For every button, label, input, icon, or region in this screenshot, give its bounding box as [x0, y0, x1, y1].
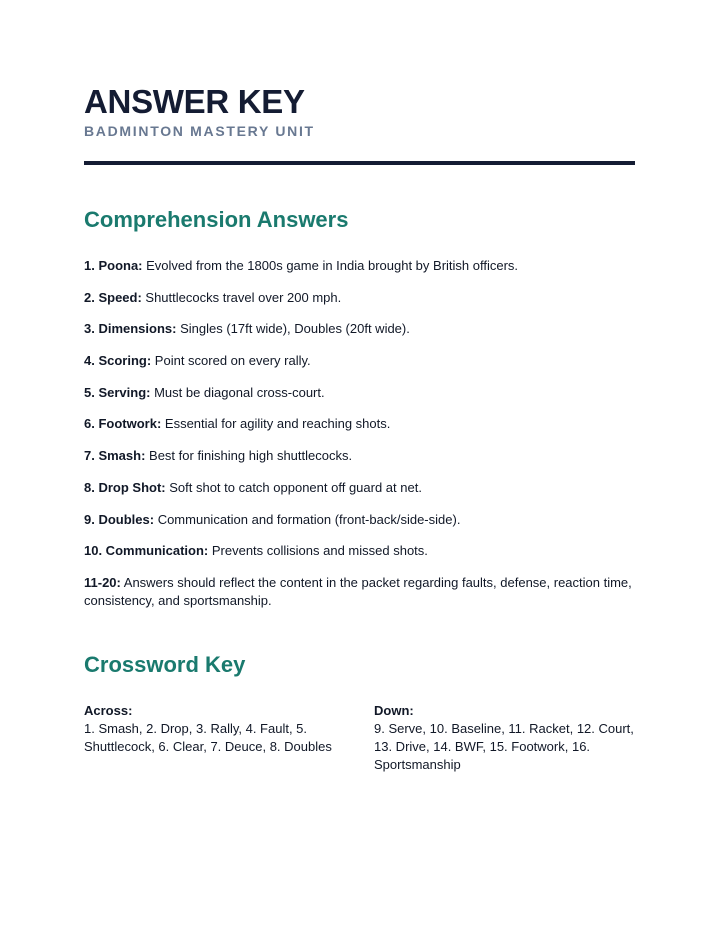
answer-text: Answers should reflect the content in the packet regarding faults, defense, reaction time, consistency, and sportsmanship. [84, 574, 632, 608]
answer-text: Shuttlecocks travel over 200 mph. [141, 289, 342, 305]
page-title: ANSWER KEY [84, 83, 305, 120]
answer-label: 11-20: [84, 574, 121, 590]
across-answers: 1. Smash, 2. Drop, 3. Rally, 4. Fault, 5. Shuttlecock, 6. Clear, 7. Deuce, 8. Doubles [84, 721, 332, 754]
answer-label: 1. Poona: [84, 258, 143, 273]
answer-item [84, 479, 636, 497]
answer-text: Prevents collisions and missed shots. [208, 543, 428, 559]
answer-label: 7. Smash: [84, 448, 146, 464]
comprehension-answer-list [84, 257, 636, 624]
answer-text: Must be diagonal cross-court. [150, 384, 325, 400]
answer-item [84, 511, 636, 529]
answer-text: Communication and formation (front-back/side-side). [154, 511, 461, 527]
answer-item [84, 415, 636, 433]
answer-item [84, 384, 636, 402]
answer-label: 6. Footwork: [84, 416, 162, 432]
down-answers: 9. Serve, 10. Baseline, 11. Racket, 12. Court, 13. Drive, 14. BWF, 15. Footwork, 16. Sportsmanship [374, 721, 634, 772]
answer-item [84, 574, 636, 610]
comprehension-heading: Comprehension Answers [84, 207, 349, 232]
crossword-down-column [374, 702, 636, 774]
answer-item [84, 320, 636, 338]
answer-text: Soft shot to catch opponent off guard at net. [165, 479, 422, 495]
answer-text: Essential for agility and reaching shots. [161, 416, 391, 432]
answer-text: Evolved from the 1800s game in India brought by British officers. [142, 258, 519, 273]
answer-label: 9. Doubles: [84, 511, 155, 527]
answer-label: 2. Speed: [84, 289, 142, 305]
crossword-heading: Crossword Key [84, 652, 246, 677]
answer-item [84, 257, 636, 275]
answer-item [84, 289, 636, 307]
crossword-across-column [84, 702, 346, 756]
answer-text: Point scored on every rally. [151, 353, 311, 369]
across-heading: Across: [84, 703, 133, 718]
answer-label: 10. Communication: [84, 543, 209, 559]
answer-label: 5. Serving: [84, 384, 151, 400]
answer-text: Best for finishing high shuttlecocks. [145, 448, 353, 464]
answer-label: 3. Dimensions: [84, 321, 177, 337]
answer-label: 8. Drop Shot: [84, 479, 166, 495]
answer-label: 4. Scoring: [84, 353, 152, 369]
answer-text: Singles (17ft wide), Doubles (20ft wide). [176, 321, 410, 337]
answer-item [84, 352, 636, 370]
down-heading: Down: [374, 703, 414, 718]
answer-item [84, 447, 636, 465]
answer-item [84, 542, 636, 560]
page-subtitle: BADMINTON MASTERY UNIT [84, 123, 315, 139]
header-divider [84, 161, 635, 165]
